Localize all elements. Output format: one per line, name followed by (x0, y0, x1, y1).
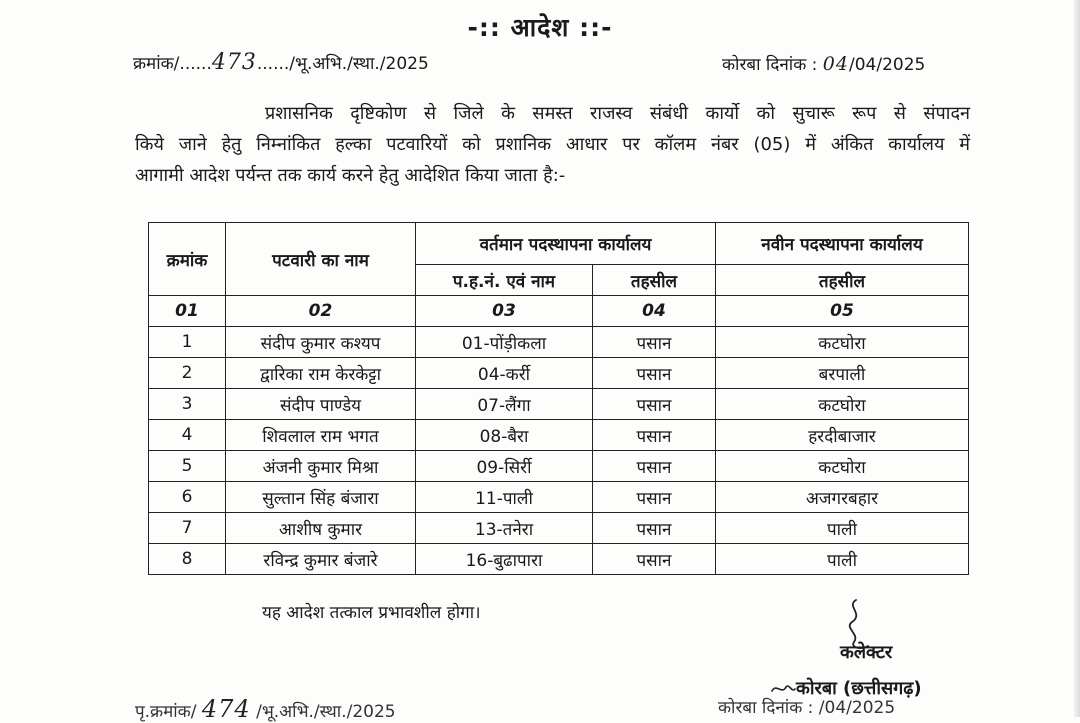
cell-serial: 1 (149, 327, 226, 358)
cell-new-tehsil: कटघोरा (716, 327, 969, 358)
table-row (149, 358, 969, 389)
header-tehsil-new: तहसील (716, 265, 969, 296)
table-row (149, 544, 969, 575)
cell-tehsil: पसान (593, 327, 716, 358)
date-rest: /04/2025 (848, 55, 926, 75)
endorse-date-label: कोरबा दिनांक : (718, 698, 814, 718)
cell-new-tehsil: कटघोरा (716, 389, 969, 420)
column-number: 02 (226, 296, 416, 327)
cell-serial: 6 (149, 482, 226, 513)
endorse-ref-prefix: पृ.क्रमांक/ (135, 702, 197, 722)
endorse-ref-number-handwritten: 474 (201, 695, 251, 723)
cell-tehsil: पसान (593, 389, 716, 420)
table-row (149, 482, 969, 513)
table-row (149, 327, 969, 358)
order-title: -:: आदेश ::- (467, 13, 613, 42)
ref-number-handwritten: 473 (211, 50, 257, 75)
endorsement-reference-line (135, 695, 396, 723)
cell-tehsil: पसान (593, 482, 716, 513)
cell-tehsil: पसान (593, 544, 716, 575)
column-number: 03 (416, 296, 593, 327)
column-number: 04 (593, 296, 716, 327)
table-row (149, 389, 969, 420)
table-row (149, 513, 969, 544)
header-serial: क्रमांक (149, 223, 226, 296)
paragraph-line-2: किये जाने हेतु निम्नांकित हल्का पटवारियों को प्रशानिक आधार पर कॉलम नंबर (05) में अंकित कार्यालय में (135, 134, 970, 155)
cell-serial: 4 (149, 420, 226, 451)
cell-serial: 8 (149, 544, 226, 575)
header-halka: प.ह.नं. एवं नाम (416, 265, 593, 296)
cell-name: संदीप कुमार कश्यप (226, 327, 416, 358)
cell-halka: 04-कर्री (416, 358, 593, 389)
cell-halka: 01-पोंड़ीकला (416, 327, 593, 358)
cell-name: शिवलाल राम भगत (226, 420, 416, 451)
header-tehsil-current: तहसील (593, 265, 716, 296)
cell-name: आशीष कुमार (226, 513, 416, 544)
column-number: 01 (149, 296, 226, 327)
cell-serial: 7 (149, 513, 226, 544)
effective-immediately-note: यह आदेश तत्काल प्रभावशील होगा। (262, 603, 481, 623)
header-current-office: वर्तमान पदस्थापना कार्यालय (416, 223, 716, 265)
cell-tehsil: पसान (593, 513, 716, 544)
cell-name: द्वारिका राम केरकेट्टा (226, 358, 416, 389)
date-day-handwritten: 04 (822, 53, 849, 75)
cell-name: सुल्तान सिंह बंजारा (226, 482, 416, 513)
cell-serial: 3 (149, 389, 226, 420)
paragraph-line-1: प्रशासनिक दृष्टिकोण से जिले के समस्त राजस्व संबंधी कार्यो को सुचारू रूप से संपादन (265, 103, 970, 124)
header-new-office: नवीन पदस्थापना कार्यालय (716, 223, 969, 265)
cell-new-tehsil: अजगरबहार (716, 482, 969, 513)
header-patwari-name: पटवारी का नाम (226, 223, 416, 296)
ref-suffix: /भू.अभि./स्था./2025 (289, 54, 429, 74)
order-paragraph (135, 98, 970, 191)
cell-tehsil: पसान (593, 358, 716, 389)
cell-tehsil: पसान (593, 451, 716, 482)
cell-halka: 13-तनेरा (416, 513, 593, 544)
cell-halka: 08-बैरा (416, 420, 593, 451)
paragraph-line-3: आगामी आदेश पर्यन्त तक कार्य करने हेतु आदेशित किया जाता है:- (135, 165, 566, 186)
cell-halka: 16-बुढापारा (416, 544, 593, 575)
cell-new-tehsil: कटघोरा (716, 451, 969, 482)
endorse-date-rest: /04/2025 (818, 698, 896, 718)
date-label: कोरबा दिनांक : (722, 55, 818, 75)
ref-prefix: क्रमांक/ (133, 54, 180, 74)
cell-serial: 5 (149, 451, 226, 482)
column-number: 05 (716, 296, 969, 327)
cell-name: संदीप पाण्डेय (226, 389, 416, 420)
page-edge-shadow (1074, 0, 1080, 717)
ref-dots-left: ...... (179, 54, 212, 74)
cell-new-tehsil: पाली (716, 544, 969, 575)
patwari-transfer-table (148, 222, 969, 575)
cell-halka: 07-लैंगा (416, 389, 593, 420)
cell-serial: 2 (149, 358, 226, 389)
cell-new-tehsil: पाली (716, 513, 969, 544)
table-row (149, 451, 969, 482)
endorsement-date-line (718, 695, 895, 718)
reference-number-line (133, 50, 429, 75)
cell-tehsil: पसान (593, 420, 716, 451)
cell-new-tehsil: हरदीबाजार (716, 420, 969, 451)
cell-name: रविन्द्र कुमार बंजारे (226, 544, 416, 575)
table-row (149, 420, 969, 451)
cell-halka: 11-पाली (416, 482, 593, 513)
cell-new-tehsil: बरपाली (716, 358, 969, 389)
cell-name: अंजनी कुमार मिश्रा (226, 451, 416, 482)
ref-dots-right: ...... (256, 54, 290, 74)
endorse-ref-suffix: /भू.अभि./स्था./2025 (256, 702, 396, 722)
signatory-designation: कलेक्टर (840, 642, 893, 663)
date-line (722, 52, 925, 75)
signatory-place-text: कोरबा (छत्तीसगढ़) (796, 678, 922, 699)
cell-halka: 09-सिर्री (416, 451, 593, 482)
